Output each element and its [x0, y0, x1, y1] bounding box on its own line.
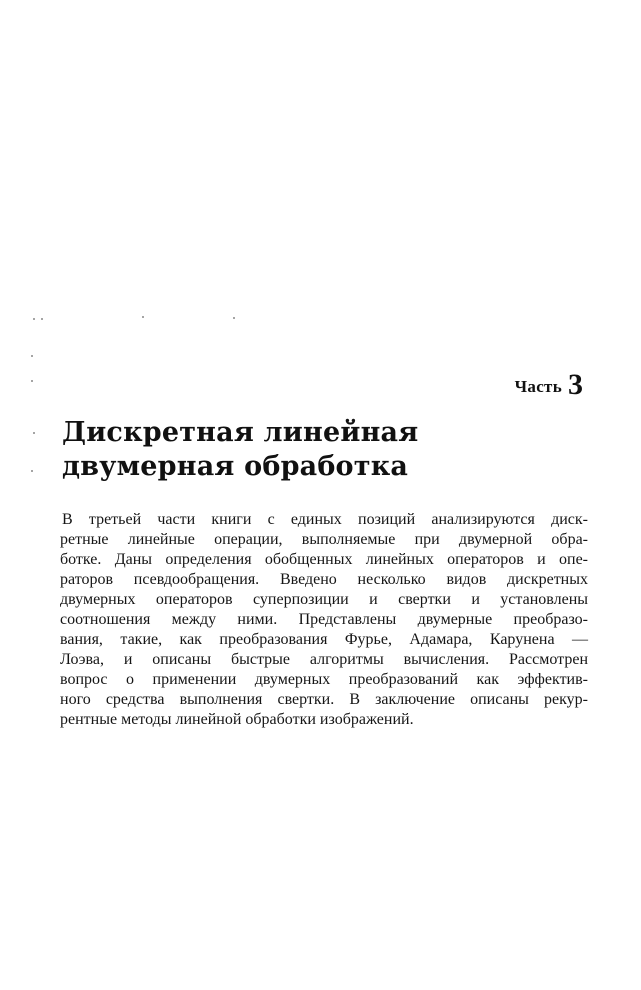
scan-speck [31, 470, 33, 472]
intro-line: рентные методы линейной обработки изображений. [60, 711, 414, 728]
intro-line: соотношения между ними. Представлены двумерные преобразо- [60, 611, 588, 628]
intro-line: ретные линейные операции, выполняемые при двумерной обра- [60, 531, 588, 548]
intro-line: В третьей части книги с единых позиций анализируются диск- [62, 511, 588, 528]
intro-line: Лоэва, и описаны быстрые алгоритмы вычисления. Рассмотрен [60, 651, 588, 668]
intro-line: раторов псевдообращения. Введено несколько видов дискретных [60, 571, 588, 588]
part-label [515, 368, 583, 402]
scan-speck [41, 318, 43, 320]
scan-speck [31, 355, 33, 357]
part-word: Часть [514, 377, 562, 396]
scan-speck [233, 317, 235, 319]
scan-speck [142, 316, 144, 318]
part-number: 3 [568, 368, 583, 401]
chapter-title-line-1: Дискретная линейная [62, 417, 419, 448]
intro-line: вания, такие, как преобразования Фурье, Адамара, Карунена — [60, 631, 588, 648]
scan-speck [33, 432, 35, 434]
chapter-title [62, 416, 582, 484]
intro-line: ботке. Даны определения обобщенных линейных операторов и опе- [60, 551, 588, 568]
scan-speck [33, 318, 35, 320]
intro-paragraph [60, 510, 588, 730]
chapter-title-line-2: двумерная обработка [62, 451, 409, 482]
scan-speck [31, 380, 33, 382]
intro-line: вопрос о применении двумерных преобразований как эффектив- [60, 671, 588, 688]
intro-line: ного средства выполнения свертки. В заключение описаны рекур- [60, 691, 588, 708]
intro-line: двумерных операторов суперпозиции и свертки и установлены [60, 591, 588, 608]
